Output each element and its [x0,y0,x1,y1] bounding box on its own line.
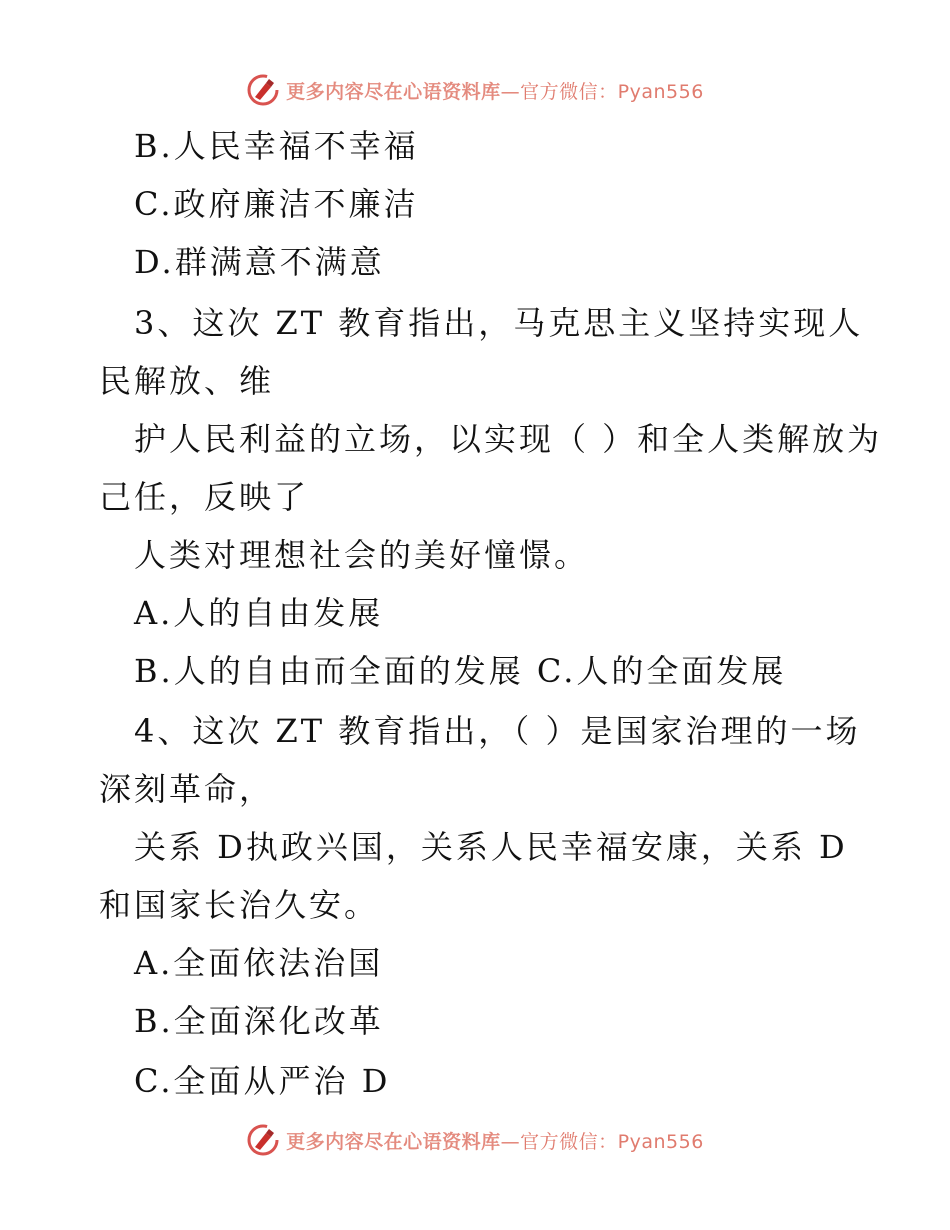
question-line: 护人民利益的立场，以实现（ ）和全人类解放为 [134,420,883,458]
option-line: D.群满意不满意 [134,243,385,281]
question-line: 和国家长治久安。 [99,886,380,924]
watermark-contact: —官方微信：Pyan556 [500,80,704,103]
header-watermark [0,70,950,110]
option-line: B.人的自由而全面的发展 C.人的全面发展 [134,652,787,690]
watermark-text [286,77,704,104]
question-line: 关系 D执政兴国，关系人民幸福安康，关系 D [134,828,848,866]
option-line: A.人的自由发展 [134,594,384,632]
question-line: 3、这次 ZT 教育指出，马克思主义坚持实现人 [134,304,864,342]
option-line: C.政府廉洁不廉洁 [134,185,419,223]
watermark-contact: —官方微信：Pyan556 [500,1130,704,1153]
question-line: 民解放、维 [99,362,275,400]
option-line: B.全面深化改革 [134,1002,384,1040]
watermark-brand: 更多内容尽在心语资料库 [286,80,501,103]
option-line: C.全面从严治 D [134,1062,391,1100]
question-line: 人类对理想社会的美好憧憬。 [134,536,590,574]
watermark-text [286,1127,704,1154]
watermark-brand: 更多内容尽在心语资料库 [286,1130,501,1153]
footer-watermark [0,1120,950,1160]
question-line: 4、这次 ZT 教育指出，（ ）是国家治理的一场 [134,712,861,750]
option-line: B.人民幸福不幸福 [134,127,419,165]
option-line: A.全面依法治国 [134,944,384,982]
watermark-logo-icon [246,1123,280,1157]
question-line: 己任，反映了 [99,478,310,516]
question-line: 深刻革命， [99,770,275,808]
watermark-logo-icon [246,73,280,107]
